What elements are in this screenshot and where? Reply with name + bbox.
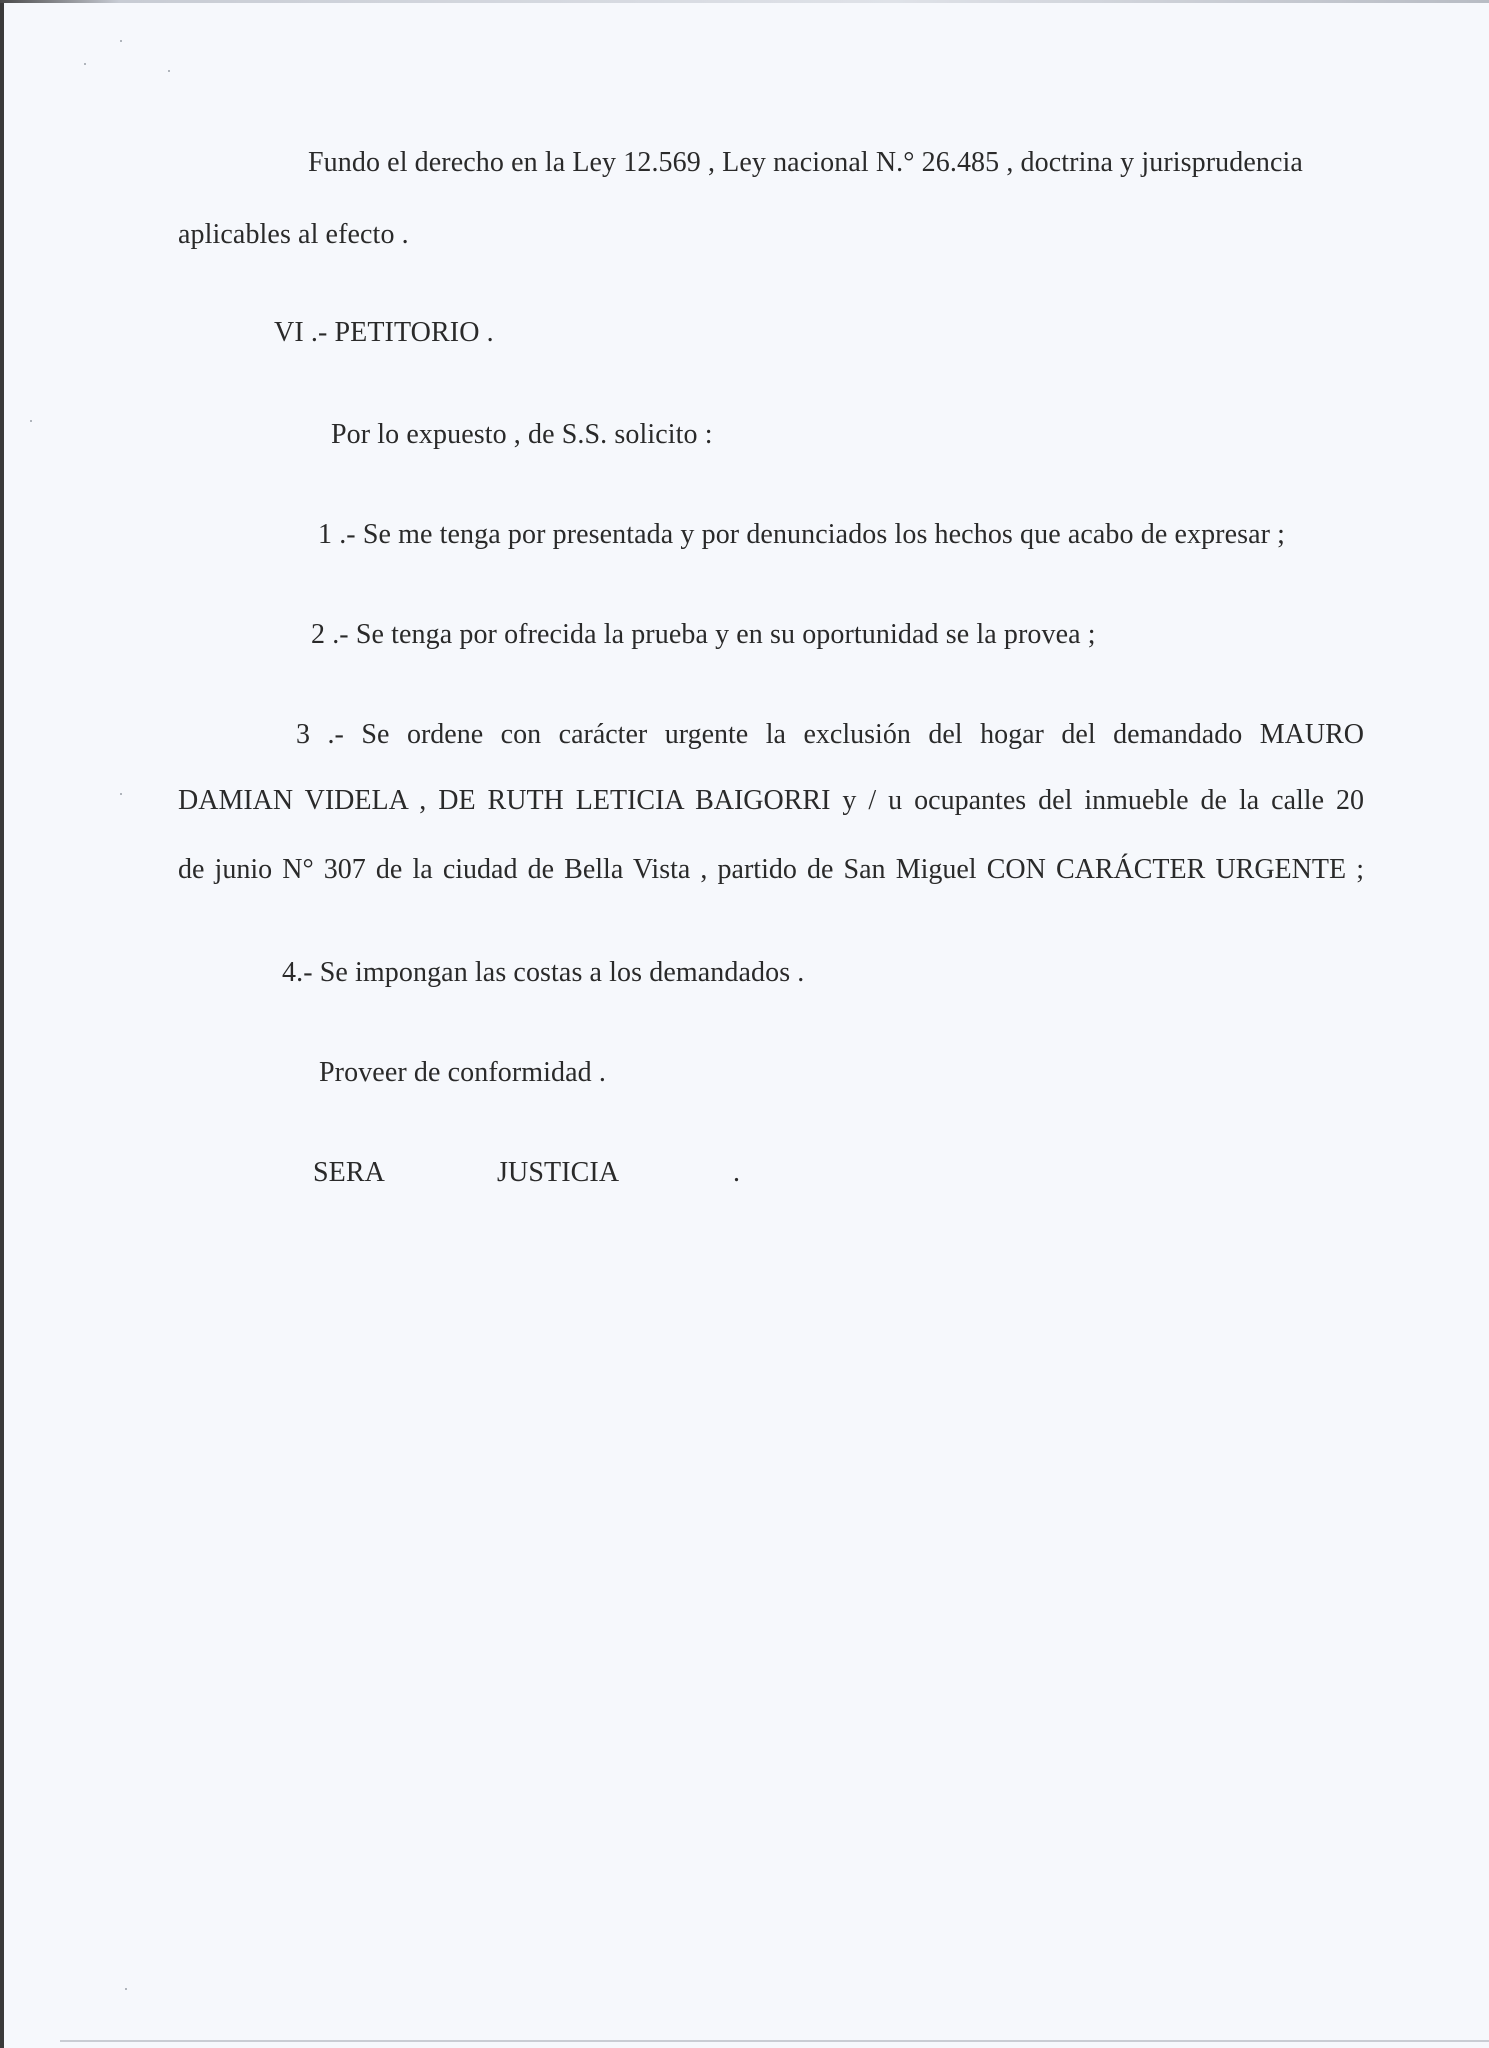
- signoff-end-mark: .: [733, 1157, 741, 1188]
- petitorio-item-3-line-2: DAMIAN VIDELA , DE RUTH LETICIA BAIGORRI y / u ocupantes del inmueble de la calle 20: [178, 785, 1364, 816]
- signoff-justicia: JUSTICIA: [497, 1157, 620, 1188]
- scan-left-edge: [0, 0, 4, 2048]
- fundamento-line-1: Fundo el derecho en la Ley 12.569 , Ley nacional N.° 26.485 , doctrina y jurisprudencia: [308, 147, 1303, 178]
- scan-top-edge: [0, 0, 1489, 3]
- petitorio-item-2: 2 .- Se tenga por ofrecida la prueba y en su oportunidad se la provea ;: [311, 619, 1096, 650]
- scan-bottom-edge: [60, 2040, 1489, 2042]
- scan-speck: [84, 63, 86, 65]
- petitorio-item-3-line-1: 3 .- Se ordene con carácter urgente la exclusión del hogar del demandado MAURO: [296, 719, 1364, 750]
- petitorio-item-4: 4.- Se impongan las costas a los demandados .: [282, 957, 805, 988]
- petitorio-intro: Por lo expuesto , de S.S. solicito :: [331, 419, 713, 450]
- scan-speck: [168, 70, 170, 72]
- section-heading-petitorio: VI .- PETITORIO .: [274, 317, 494, 348]
- signoff-sera: SERA: [313, 1157, 385, 1188]
- scan-speck: [125, 1988, 127, 1990]
- scan-speck: [30, 420, 32, 422]
- fundamento-line-2: aplicables al efecto .: [178, 219, 409, 250]
- scan-speck: [120, 793, 122, 795]
- scan-speck: [120, 40, 122, 42]
- petitorio-item-3-line-3: de junio N° 307 de la ciudad de Bella Vista , partido de San Miguel CON CARÁCTER URGENTE ;: [178, 854, 1364, 885]
- closing-proveer: Proveer de conformidad .: [319, 1057, 606, 1088]
- petitorio-item-1: 1 .- Se me tenga por presentada y por denunciados los hechos que acabo de expresar ;: [318, 519, 1286, 550]
